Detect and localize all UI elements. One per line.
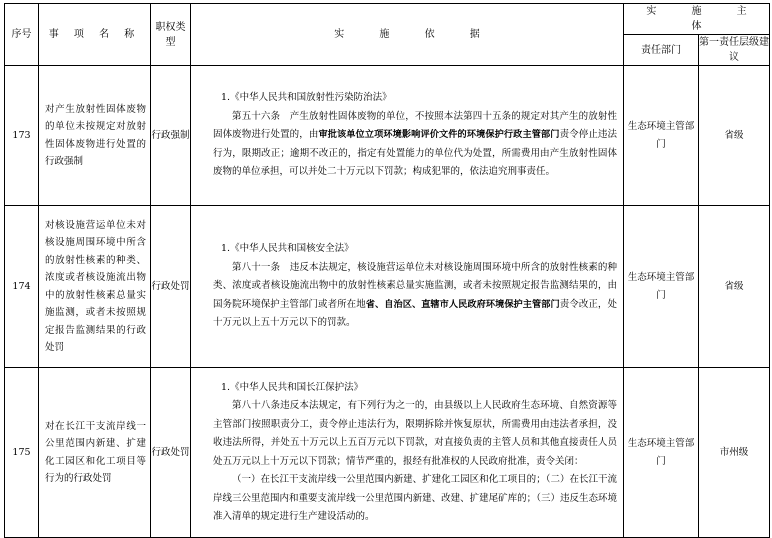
header-dept: 责任部门 [624,35,699,66]
header-power-type: 职权类型 [151,4,191,66]
power-type: 行政处罚 [151,368,191,538]
row-number: 174 [5,206,39,368]
table-row [5,66,770,206]
legal-basis [191,368,624,538]
row-number: 173 [5,66,39,206]
document-page [4,3,769,531]
row-number: 175 [5,368,39,538]
law-title: 1.《中华人民共和国放射性污染防治法》 [221,92,392,104]
law-article: 第八十八条违反本法规定，有下列行为之一的，由县级以上人民政府生态环境、自然资源等主管部门按照职责分工，责令停止违法行为，限期拆除并恢复原状，所需费用由违法者承担，没收违法所得，并处五十万元以上五百万元以下罚款，对直接负责的主管人员和其他直接责任人员处五万元以上十万元以下罚款；情节严重的，报经有批准权的人民政府批准，责令关闭： [213,400,617,467]
responsibility-level: 省级 [699,206,770,368]
law-article-items: （一）在长江干支流岸线一公里范围内新建、扩建化工园区和化工项目的；（二）在长江干流岸线三公里范围内和重要支流岸线一公里范围内新建、改建、扩建尾矿库的；（三）违反生态环境准入清单的规定进行生产建设活动的。 [213,474,617,522]
item-name: 对核设施营运单位未对核设施周围环境中所含的放射性核素的种类、浓度或者核设施流出物中的放射性核素总量实施监测，或者未按照规定报告监测结果的行政处罚 [39,206,151,368]
legal-basis [191,206,624,368]
legal-basis [191,66,624,206]
item-name: 对产生放射性固体废物的单位未按规定对放射性固体废物进行处置的行政强制 [39,66,151,206]
table-row [5,368,770,538]
responsibility-level: 省级 [699,66,770,206]
header-row [5,4,770,35]
responsible-authority: 审批该单位立项环境影响评价文件的环境保护行政主管部门 [318,129,560,141]
responsible-dept: 生态环境主管部门 [624,368,699,538]
law-article: 第五十六条 产生放射性固体废物的单位，不按照本法第四十五条的规定对其产生的放射性固体废物进行处置的，由审批该单位立项环境影响评价文件的环境保护行政主管部门责令停止违法行为，限期改正；逾期不改正的，指定有处置能力的单位代为处置，所需费用由产生放射性固体废物的单位承担，可以并处二十万元以下罚款；构成犯罪的，依法追究刑事责任。 [213,110,617,178]
law-title: 1.《中华人民共和国核安全法》 [221,243,354,255]
table-row [5,206,770,368]
responsible-authority: 省、自治区、直辖市人民政府环境保护主管部门 [365,298,560,310]
responsibility-level: 市州级 [699,368,770,538]
law-article: 第八十一条 违反本法规定，核设施营运单位未对核设施周围环境中所含的放射性核素的种类、浓度或者核设施流出物中的放射性核素总量实施监测，或者未按照规定报告监测结果的，由国务院环境保护主管部门或者所在地省、自治区、直辖市人民政府环境保护主管部门责令改正，处十万元以上五十万元以下的罚款。 [213,261,617,329]
law-title: 1.《中华人民共和国长江保护法》 [221,381,364,393]
header-basis: 实 施 依 据 [191,4,624,66]
item-name: 对在长江干支流岸线一公里范围内新建、扩建化工园区和化工项目等行为的行政处罚 [39,368,151,538]
power-type: 行政强制 [151,66,191,206]
header-seq: 序号 [5,4,39,66]
responsible-dept: 生态环境主管部门 [624,66,699,206]
header-item-name: 事 项 名 称 [39,4,151,66]
header-level: 第一责任层级建议 [699,35,770,66]
power-type: 行政处罚 [151,206,191,368]
header-subject: 实 施 主 体 [624,4,770,35]
responsible-dept: 生态环境主管部门 [624,206,699,368]
power-list-table [4,3,770,538]
